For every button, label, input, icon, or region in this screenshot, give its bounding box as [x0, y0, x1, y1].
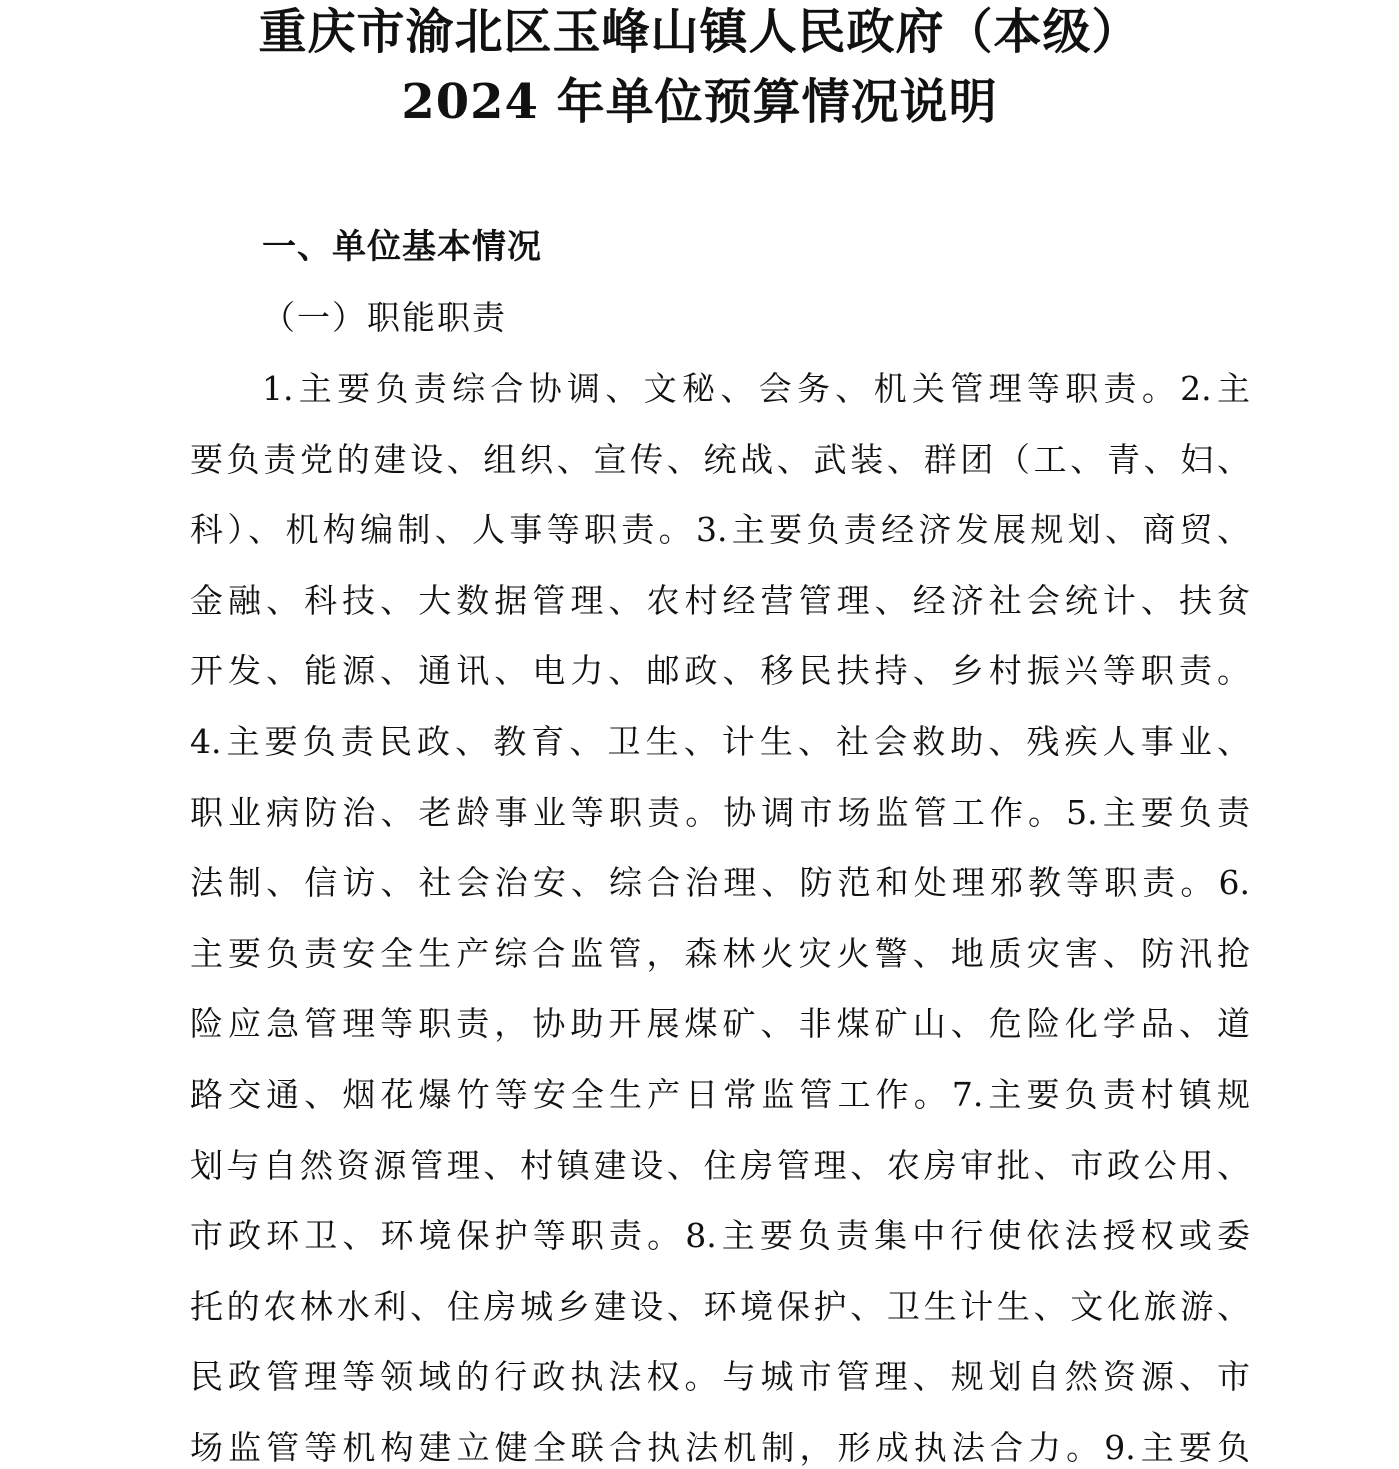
body-line: 主要负责安全生产综合监管，森林火灾火警、地质灾害、防汛抢 [190, 933, 1250, 973]
body-line: 托的农林水利、住房城乡建设、环境保护、卫生计生、文化旅游、 [190, 1286, 1250, 1326]
body-line: 金融、科技、大数据管理、农村经营管理、经济社会统计、扶贫 [190, 580, 1250, 620]
subsection-heading: （一）职能职责 [262, 298, 507, 337]
body-line: 市政环卫、环境保护等职责。8.主要负责集中行使依法授权或委 [190, 1216, 1250, 1256]
body-line: 场监管等机构建立健全联合执法机制，形成执法合力。9.主要负 [190, 1427, 1250, 1467]
body-line: 科）、机构编制、人事等职责。3.主要负责经济发展规划、商贸、 [190, 510, 1250, 550]
body-text [190, 354, 1250, 1469]
body-line: 开发、能源、通讯、电力、邮政、移民扶持、乡村振兴等职责。 [190, 651, 1250, 691]
section-heading: 一、单位基本情况 [262, 227, 542, 267]
body-line: 职业病防治、老龄事业等职责。协调市场监管工作。5.主要负责 [190, 792, 1250, 832]
body-line: 划与自然资源管理、村镇建设、住房管理、农房审批、市政公用、 [190, 1145, 1250, 1185]
document-title-line-1: 重庆市渝北区玉峰山镇人民政府（本级） [258, 4, 1141, 60]
body-line: 路交通、烟花爆竹等安全生产日常监管工作。7.主要负责村镇规 [190, 1074, 1250, 1114]
body-line: 1.主要负责综合协调、文秘、会务、机关管理等职责。2.主 [262, 369, 1250, 408]
body-line: 4.主要负责民政、教育、卫生、计生、社会救助、残疾人事业、 [190, 721, 1250, 761]
body-line: 要负责党的建设、组织、宣传、统战、武装、群团（工、青、妇、 [190, 439, 1250, 479]
body-line: 险应急管理等职责，协助开展煤矿、非煤矿山、危险化学品、道 [190, 1004, 1250, 1044]
body-line: 民政管理等领域的行政执法权。与城市管理、规划自然资源、市 [190, 1357, 1250, 1397]
body-line: 法制、信访、社会治安、综合治理、防范和处理邪教等职责。6. [190, 863, 1250, 903]
document-title-line-2: 2024 年单位预算情况说明 [401, 74, 998, 130]
